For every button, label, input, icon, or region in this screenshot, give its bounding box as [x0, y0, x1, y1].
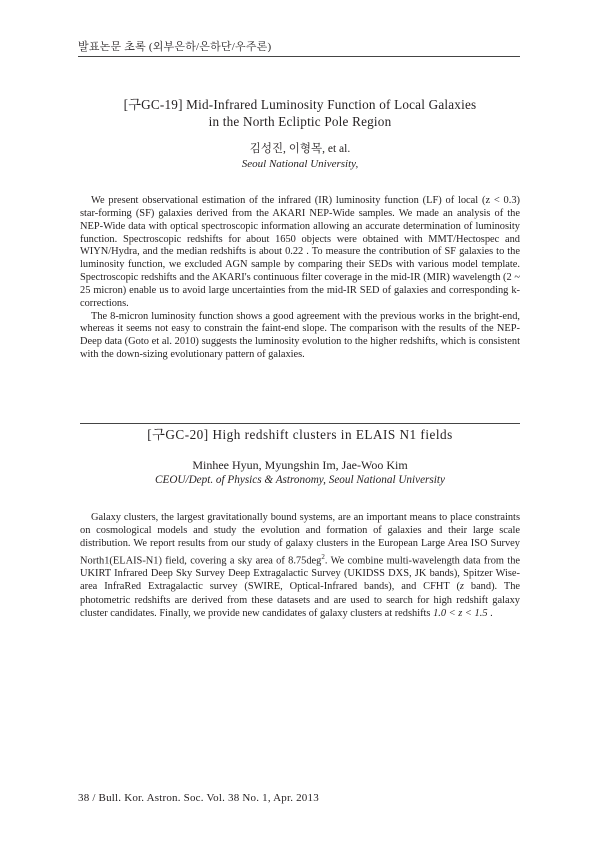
- abstract-gc20: [80, 426, 520, 620]
- text-run: .: [487, 607, 493, 619]
- section-divider: [80, 423, 520, 424]
- abstract-gc19: [80, 96, 520, 362]
- abstract-title-line-2: in the North Ecliptic Pole Region: [208, 114, 392, 129]
- abstract-paragraph: [80, 511, 520, 620]
- abstract-paragraph: We present observational estimation of the infrared (IR) luminosity function (LF) of local (z < 0.3) star-forming (SF) galaxies derived from the AKARI NEP-Wide samples. We made an analysis of the NEP-Wide data with optical spectroscopic information allowing an accurate determination of luminosity function. Spectroscopic redshifts for about 1650 objects were obtained with MMT/Hectospec and WIYN/Hydra, and the median redshifts is about 0.22 . To measure the contribution of SF galaxies to the luminosity function, we excluded AGN sample by comparing their SEDs with various model template. Spectroscopic redshifts and the AKARI's continuous filter coverage in the mid-IR (MIR) wavelength (2 ~ 25 micron) enable us to avoid large uncertainties from the mid-IR SED of galaxies and corresponding k-corrections.: [80, 195, 520, 309]
- affiliation: Seoul National University,: [241, 158, 359, 170]
- abstract-title: [80, 96, 520, 130]
- affiliation: CEOU/Dept. of Physics & Astronomy, Seoul National University: [155, 474, 445, 486]
- sky-area-exponent: 2: [321, 552, 325, 561]
- abstract-body: [80, 511, 520, 620]
- redshift-range: 1.0 < z < 1.5: [433, 607, 488, 619]
- page-footer: 38 / Bull. Kor. Astron. Soc. Vol. 38 No. 1, Apr. 2013: [78, 792, 319, 804]
- author-list: Minhee Hyun, Myungshin Im, Jae-Woo Kim: [192, 458, 408, 472]
- abstract-paragraph: The 8-micron luminosity function shows a good agreement with the previous works in the bright-end, whereas it seems not easy to constrain the faint-end slope. The comparison with the results of the NEP-Deep data (Goto et al. 2010) suggests the luminosity evolution to the higher redshifts, which is consistent with the down-sizing evolutionary pattern of galaxies.: [80, 310, 520, 361]
- abstract-body: [80, 195, 520, 362]
- abstract-title-line-1: [구GC-19] Mid-Infrared Luminosity Function of Local Galaxies: [123, 97, 477, 112]
- abstract-title: [구GC-20] High redshift clusters in ELAIS N1 fields: [147, 427, 453, 442]
- sky-area-value: 8.75deg: [288, 555, 322, 567]
- z-band-label: z: [459, 581, 464, 593]
- text-run: Galaxy clusters, the largest gravitationally bound systems, are an important means to place constraints on cosmological models and study the evolution and formation of galaxies and their large scale distribution. We report results from our study of galaxy clusters in the European Large Area ISO Survey North1(ELAIS-N1) field, covering a sky area of: [80, 512, 520, 567]
- text-run: . We combine multi-wavelength data from the UKIRT Infrared Deep Sky Survey Deep Extragalactic Survey (UKIDSS DXS, JK bands), Spitzer Wise-area InfraRed Extragalactic survey (SWIRE, Optical-Infrared bands), and CFHT (: [80, 555, 520, 593]
- text-run: band). The photometric redshifts are derived from these datasets and are used to search for high redshift galaxy cluster candidates. Finally, we provide new candidates of galaxy clusters at redshifts: [80, 581, 521, 619]
- running-head: 발표논문 초록 (외부은하/은하단/우주론): [78, 41, 272, 53]
- author-list: 김성진, 이형목, et al.: [249, 143, 351, 155]
- header-rule: [78, 56, 520, 57]
